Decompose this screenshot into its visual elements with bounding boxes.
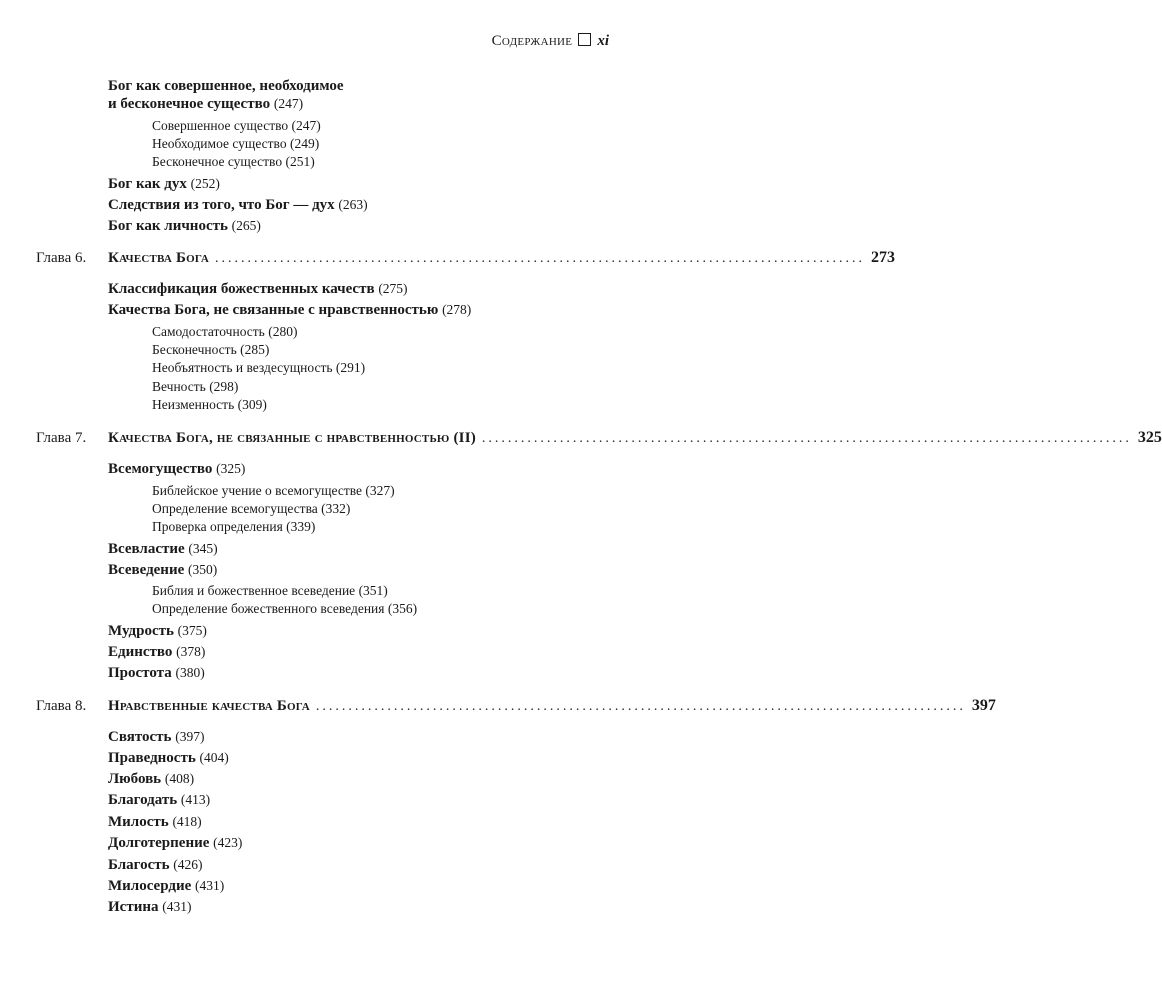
chapter-page: 273 bbox=[871, 249, 895, 266]
chapter-title: Нравственные качества Бога bbox=[108, 698, 310, 714]
toc-subentry[interactable]: Необходимое существо (249) bbox=[152, 136, 320, 151]
dot-leader: .................................................................................................... bbox=[481, 431, 1132, 446]
toc-subentry[interactable]: Библейское учение о всемогуществе (327) bbox=[152, 483, 395, 498]
toc-entry[interactable]: Качества Бога, не связанные с нравственностью (278) bbox=[108, 302, 472, 318]
chapter-label: Глава 7. bbox=[36, 430, 87, 446]
chapter-label: Глава 6. bbox=[36, 250, 87, 266]
toc-subentry[interactable]: Бесконечность (285) bbox=[152, 342, 270, 357]
chapter-6-heading[interactable] bbox=[36, 249, 895, 266]
toc-entry[interactable]: Простота (380) bbox=[108, 665, 205, 681]
toc-entry[interactable]: Всемогущество (325) bbox=[108, 461, 246, 477]
toc-subentry[interactable]: Совершенное существо (247) bbox=[152, 118, 321, 133]
toc-entry[interactable]: Праведность (404) bbox=[108, 750, 229, 766]
toc-entry[interactable]: Истина (431) bbox=[108, 899, 192, 915]
toc-entry[interactable]: Благость (426) bbox=[108, 857, 203, 873]
toc-entry[interactable]: Милосердие (431) bbox=[108, 878, 225, 894]
toc-entry[interactable]: Бог как дух (252) bbox=[108, 176, 220, 192]
toc-subentry[interactable]: Определение божественного всеведения (356) bbox=[152, 601, 418, 616]
toc-entry[interactable]: Любовь (408) bbox=[108, 771, 195, 787]
square-box-icon bbox=[578, 33, 591, 46]
chapter-page: 397 bbox=[971, 697, 996, 714]
toc-entry[interactable]: Благодать (413) bbox=[108, 792, 211, 808]
toc-subentry[interactable]: Неизменность (309) bbox=[152, 397, 267, 412]
toc-entry[interactable]: Мудрость (375) bbox=[108, 623, 207, 639]
chapter-title: Качества Бога bbox=[108, 250, 209, 266]
toc-subentry[interactable]: Библия и божественное всеведение (351) bbox=[152, 583, 388, 598]
toc-entry[interactable]: Единство (378) bbox=[108, 644, 206, 660]
page-number: xi bbox=[597, 33, 609, 49]
toc-subentry[interactable]: Бесконечное существо (251) bbox=[152, 154, 315, 169]
toc-entry[interactable]: Бог как личность (265) bbox=[108, 218, 261, 234]
chapter-title: Качества Бога, не связанные с нравственностью (II) bbox=[108, 430, 476, 446]
toc-subentry[interactable]: Самодостаточность (280) bbox=[152, 324, 298, 339]
running-head-title: Содержание bbox=[491, 33, 573, 49]
toc-subentry[interactable]: Проверка определения (339) bbox=[152, 519, 316, 534]
toc-entry[interactable]: и бесконечное существо (247) bbox=[108, 96, 304, 112]
toc-entry[interactable]: Милость (418) bbox=[108, 814, 202, 830]
toc-entry[interactable]: Классификация божественных качеств (275) bbox=[108, 281, 408, 297]
toc-entry[interactable]: Бог как совершенное, необходимое bbox=[108, 78, 344, 94]
chapter-page: 325 bbox=[1137, 429, 1162, 446]
toc-entry[interactable]: Всевластие (345) bbox=[108, 541, 218, 557]
toc-subentry[interactable]: Необъятность и вездесущность (291) bbox=[152, 360, 366, 375]
dot-leader: .................................................................................................... bbox=[215, 251, 865, 266]
chapter-label: Глава 8. bbox=[36, 698, 87, 714]
toc-entry[interactable]: Следствия из того, что Бог — дух (263) bbox=[108, 197, 368, 213]
dot-leader: .................................................................................................... bbox=[315, 699, 966, 714]
toc-entry[interactable]: Долготерпение (423) bbox=[108, 835, 243, 851]
toc-subentry[interactable]: Определение всемогущества (332) bbox=[152, 501, 351, 516]
toc-entry[interactable]: Святость (397) bbox=[108, 729, 205, 745]
toc-subentry[interactable]: Вечность (298) bbox=[152, 379, 239, 394]
toc-entry[interactable]: Всеведение (350) bbox=[108, 562, 218, 578]
chapter-7-heading[interactable] bbox=[36, 429, 1162, 446]
chapter-8-heading[interactable] bbox=[36, 697, 996, 714]
running-head bbox=[492, 33, 609, 50]
